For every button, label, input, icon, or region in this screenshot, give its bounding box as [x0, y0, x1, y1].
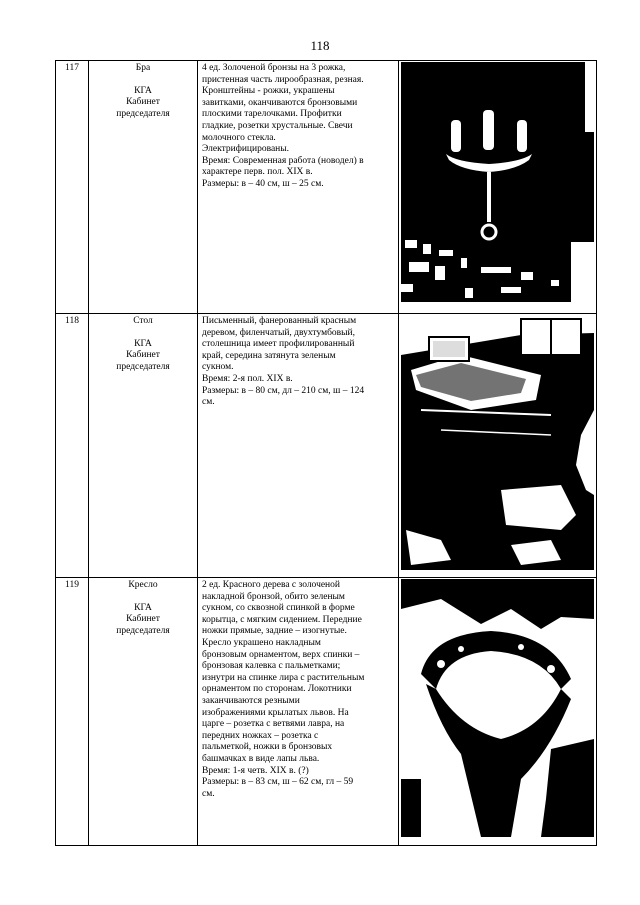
description-line: пристенная часть лирообразная, резная. — [202, 74, 364, 85]
desk-photo — [401, 315, 594, 570]
description-line: изображениями крылатых львов. На — [202, 707, 349, 718]
description-line: бронзовым орнаментом, верх спинки – — [202, 649, 360, 660]
description-line: 2 ед. Красного дерева с золоченой — [202, 580, 340, 590]
description-line: Время: Современная работа (новодел) в — [202, 155, 364, 166]
item-number: 118 — [56, 314, 89, 578]
item-org: КГА — [134, 602, 152, 613]
description-line: царге – розетка с ветвями лавра, на — [202, 719, 345, 730]
armchair-photo — [401, 579, 594, 837]
description-line: край, середина затянута зеленым — [202, 350, 336, 361]
description-line: столешница имеет профилированный — [202, 339, 355, 350]
item-org: КГА — [134, 338, 152, 349]
description-line: пальметкой, ножки в бронзовых — [202, 742, 333, 753]
item-name-cell — [89, 314, 198, 578]
item-location: Кабинет — [126, 97, 160, 108]
table-row — [56, 314, 597, 578]
item-name: Кресло — [128, 580, 158, 590]
sconce-photo — [401, 62, 594, 302]
description-line: Письменный, фанерованный красным — [202, 316, 357, 326]
description-line: сукном, со сквозной спинкой в форме — [202, 603, 355, 614]
item-number: 119 — [56, 578, 89, 846]
description-line: Размеры: в – 40 см, ш – 25 см. — [202, 178, 324, 189]
description-line: характере перв. пол. XIX в. — [202, 167, 313, 178]
description-line: плоскими тарелочками. Профитки — [202, 109, 342, 120]
description-line: сукном. — [202, 362, 234, 373]
item-photo-cell — [399, 578, 597, 846]
item-photo-cell — [399, 314, 597, 578]
description-line: деревом, филенчатый, двухтумбовый, — [202, 327, 355, 338]
item-photo-cell — [399, 61, 597, 314]
table-row — [56, 61, 597, 314]
description-line: Время: 1-я четв. XIX в. (?) — [202, 765, 309, 776]
item-name-cell — [89, 61, 198, 314]
description-line: гладкие, розетки хрустальные. Свечи — [202, 120, 353, 131]
item-description — [198, 61, 399, 314]
description-line: см. — [202, 397, 215, 408]
description-line: передних ножках – розетка с — [202, 730, 319, 741]
item-name: Бра — [135, 63, 151, 73]
item-location-detail: председателя — [116, 108, 170, 119]
description-line: башмачках в виде лапы льва. — [202, 753, 320, 764]
description-line: Время: 2-я пол. XIX в. — [202, 373, 293, 384]
description-line: Кронштейны - рожки, украшены — [202, 86, 335, 97]
description-line: завитками, оканчиваются бронзовыми — [202, 97, 358, 108]
description-line: изнутри на спинке лира с растительным — [202, 672, 365, 683]
item-location: Кабинет — [126, 350, 160, 361]
item-description — [198, 314, 399, 578]
description-line: корытца, с мягким сидением. Передние — [202, 614, 362, 625]
item-location-detail: председателя — [116, 625, 170, 636]
description-line: Размеры: в – 80 см, дл – 210 см, ш – 124 — [202, 385, 365, 396]
description-line: молочного стекла. — [202, 132, 276, 143]
description-line: 4 ед. Золоченой бронзы на 3 рожка, — [202, 63, 346, 73]
item-org: КГА — [134, 85, 152, 96]
item-description — [198, 578, 399, 846]
description-line: ножки прямые, задние – изогнутые. — [202, 626, 347, 637]
item-location-detail: председателя — [116, 361, 170, 372]
item-location: Кабинет — [126, 614, 160, 625]
item-name-cell — [89, 578, 198, 846]
description-line: орнаментом по сторонам. Локотники — [202, 684, 352, 695]
item-number: 117 — [56, 61, 89, 314]
inventory-table — [55, 60, 597, 846]
description-line: бронзовая калевка с пальметками; — [202, 661, 341, 672]
table-row — [56, 578, 597, 846]
page-number: 118 — [310, 38, 330, 53]
description-line: см. — [202, 788, 215, 799]
item-name: Стол — [133, 316, 153, 326]
description-line: накладной бронзой, обито зеленым — [202, 591, 345, 602]
description-line: заканчиваются резными — [202, 695, 300, 706]
description-line: Кресло украшено накладным — [202, 637, 321, 648]
description-line: Размеры: в – 83 см, ш – 62 см, гл – 59 — [202, 777, 354, 788]
description-line: Электрифицированы. — [202, 144, 290, 155]
